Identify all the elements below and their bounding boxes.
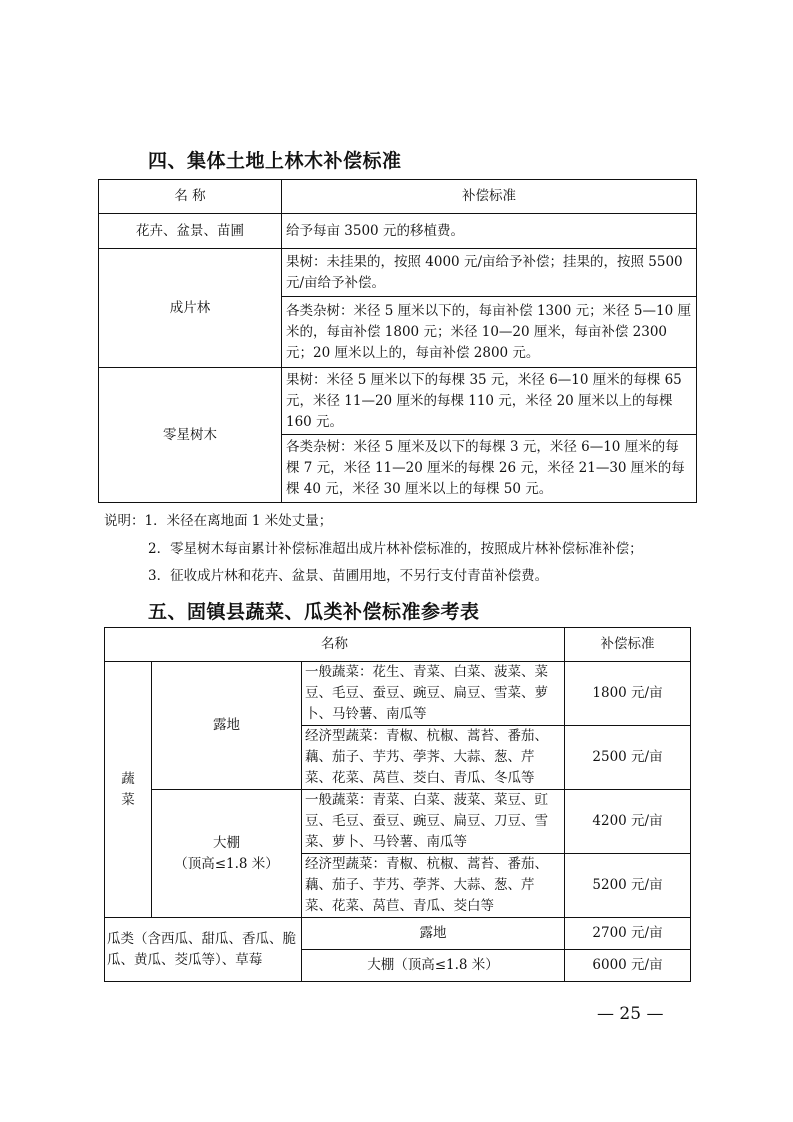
melon-label: 瓜类（含西瓜、甜瓜、香瓜、脆瓜、黄瓜、茭瓜等）、草莓 (105, 918, 302, 982)
vegetable-desc: 一般蔬菜：花生、青菜、白菜、菠菜、菜豆、毛豆、蚕豆、豌豆、扁豆、雪菜、萝卜、马铃薯、南瓜等 (302, 662, 565, 726)
melon-price: 2700 元/亩 (565, 918, 691, 950)
section4-title: 四、集体土地上林木补偿标准 (148, 150, 402, 172)
melon-price: 6000 元/亩 (565, 950, 691, 982)
note-3: 3．征收成片林和花卉、盆景、苗圃用地，不另行支付青苗补偿费。 (148, 568, 549, 584)
vegetable-desc: 经济型蔬菜：青椒、杭椒、蒿苔、番茄、藕、茄子、芋艿、荸荠、大蒜、葱、芹菜、花菜、莴苣、青瓜、茭白等 (302, 854, 565, 918)
vegetable-price: 5200 元/亩 (565, 854, 691, 918)
melon-type: 露地 (302, 918, 565, 950)
table-row (99, 249, 697, 297)
table-header-row (105, 628, 691, 662)
vegetable-compensation-table (104, 627, 691, 982)
page-number: — 25 — (597, 1004, 664, 1024)
table-row (105, 790, 691, 854)
row-name-flower: 花卉、盆景、苗圃 (99, 214, 282, 249)
note-1: 说明：1．米径在离地面 1 米处丈量； (104, 513, 333, 529)
vegetable-price: 2500 元/亩 (565, 726, 691, 790)
section5-title: 五、固镇县蔬菜、瓜类补偿标准参考表 (148, 601, 480, 623)
vegetable-price: 4200 元/亩 (565, 790, 691, 854)
vegetable-desc: 一般蔬菜：青菜、白菜、菠菜、菜豆、豇豆、毛豆、蚕豆、豌豆、扁豆、刀豆、雪菜、萝卜、马铃薯、南瓜等 (302, 790, 565, 854)
header-name: 名称 (105, 628, 565, 662)
row-standard-scattered-misc: 各类杂树：米径 5 厘米及以下的每棵 3 元，米径 6—10 厘米的每棵 7 元，米径 11—20 厘米的每棵 26 元，米径 21—30 厘米的每棵 40 元，米径 30 厘米以上的每棵 50 元。 (282, 435, 697, 503)
row-standard-forest-fruit: 果树：未挂果的，按照 4000 元/亩给予补偿；挂果的，按照 5500 元/亩给予补偿。 (282, 249, 697, 297)
header-standard: 补偿标准 (565, 628, 691, 662)
header-name: 名 称 (99, 180, 282, 214)
table-row (99, 368, 697, 435)
header-standard: 补偿标准 (282, 180, 697, 214)
row-name-forest: 成片林 (99, 249, 282, 368)
table-row (99, 214, 697, 249)
open-field-label: 露地 (152, 662, 302, 790)
row-standard-scattered-fruit: 果树：米径 5 厘米以下的每棵 35 元，米径 6—10 厘米的每棵 65 元，米径 11—20 厘米的每棵 110 元，米径 20 厘米以上的每棵 160 元。 (282, 368, 697, 435)
melon-type: 大棚（顶高≤1.8 米） (302, 950, 565, 982)
vegetable-desc: 经济型蔬菜：青椒、杭椒、蒿苔、番茄、藕、茄子、芋艿、荸荠、大蒜、葱、芹菜、花菜、莴苣、茭白、青瓜、冬瓜等 (302, 726, 565, 790)
table-row (105, 662, 691, 726)
greenhouse-label: 大棚 （顶高≤1.8 米） (152, 790, 302, 918)
row-name-scattered: 零星树木 (99, 368, 282, 503)
note-2: 2．零星树木每亩累计补偿标准超出成片林补偿标准的，按照成片林补偿标准补偿； (148, 541, 643, 557)
table-header-row (99, 180, 697, 214)
row-standard-flower: 给予每亩 3500 元的移植费。 (282, 214, 697, 249)
table-row (105, 918, 691, 950)
vegetable-label: 蔬 菜 (105, 662, 152, 918)
forest-compensation-table (98, 179, 697, 503)
row-standard-forest-misc: 各类杂树：米径 5 厘米以下的，每亩补偿 1300 元；米径 5—10 厘米的，每亩补偿 1800 元；米径 10—20 厘米，每亩补偿 2300 元；20 厘米以上的，每亩补偿 2800 元。 (282, 297, 697, 368)
vegetable-price: 1800 元/亩 (565, 662, 691, 726)
